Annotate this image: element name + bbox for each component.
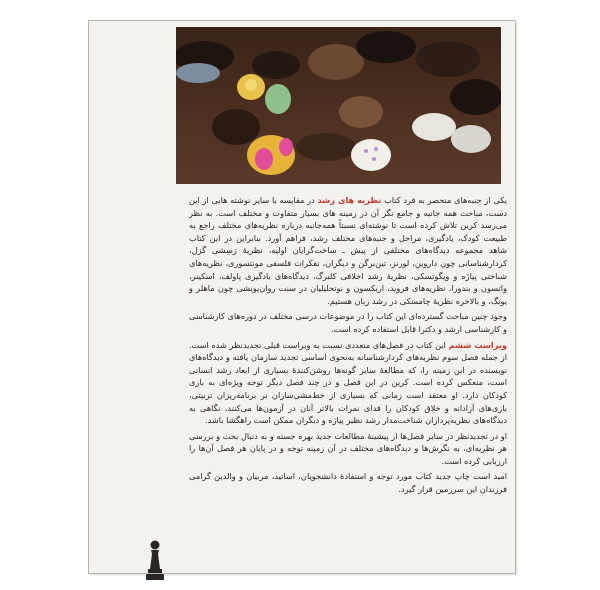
paragraph-3-rest: این کتاب در فصل‌های متعددی نسبت به ویراست قبلی تجدیدنظر شده است. از جمله فصل سوم نظریه‌های کردارشناسانه به‌نحوی اساسی تجدید سازمان یافته و دیدگاه‌های نویسنده در این زمینه را، که مطالعهٔ سایر گونه‌ها روشن‌کنندهٔ بسیاری از ابعاد رشد انسانی است، منعکس کرده است. کرین در این فصل و در چند فصل دیگر توجه ویژه‌ای به بازی کودکان دارد. او معتقد است زمانی که بسیاری از خط‌مشی‌سازان بر برنامه‌ریزان تربیتی، بازی‌های آزادانه و خلاق کودکان را فدای نمرات بالاتر آنان در آزمون‌ها می‌کنند، نگاهی به دیدگاه‌های نظریه‌پردازان شناخت‌مدار رشد نظیر پیاژه و دیگران ممکن است راهگشا باشد. <box>189 339 507 426</box>
paragraph-2 <box>189 310 507 335</box>
book-title-highlight: نظریه های رشد <box>317 195 382 205</box>
back-cover <box>88 20 516 574</box>
paragraph-1-rest: در مقایسه با سایر نوشته هایی از این دست، مباحث همه جانبه و جامع نگر آن در زمینه های بسیار متفاوت و مختلف است. به نظر می‌رسد کرین تلاش کرده است تا نوشته‌ای نسبتاً همه‌جانبه درباره نظریه‌های مختلف راجع به طبیعت کودک، یادگیری، مراحل و جنبه‌های مختلف رشد، فراهم آورد. بنابراین در این کتاب شاهد مجموعه دیدگاه‌های مختلفی از پیش ـ ساخت‌گرایان اولیه، نظریهٔ رَسِشی گزل، کردارشناسانی چون داروین، لورنز، تین‌برگن و دیگران، تفکرات فلسفی مونتسوری، نظریه‌های شناختی پیاژه و ویگوتسکی، نظریهٔ رشد اخلاقی کلبرگ، دیدگاه‌های یادگیری پاولف، اسکینر، واتسون و بندورا، نظریه‌های فروید، اریکسون و نوتحلیلیان در سنت روان‌پویشی چون ماهلر و یونگ، و بالاخره نظریهٔ چامسکی در رشد زبان هستیم. <box>189 195 507 306</box>
shoes-illustration <box>176 27 501 184</box>
paragraph-5-text: امید است چاپ جدید کتاب مورد توجه و استفادهٔ دانشجویان، اساتید، مربیان و والدین گرامی فرزندان این سرزمین قرار گیرد. <box>189 471 507 495</box>
paragraph-3 <box>189 339 507 427</box>
edition-highlight: ویراست ششم <box>448 339 507 350</box>
baby-shoes-photo <box>176 27 501 184</box>
paragraph-4-text: او در تجدیدنظر در سایر فصل‌ها از پیشینهٔ مطالعات جدید بهره جسته و به دنبال بحث و بررسی هر نظریه‌ای، به نگرش‌ها و دیدگاه‌های مختلف در آن زمینه توجه و در پایان هر فصل آن‌ها را ارزیابی کرده است. <box>189 430 507 466</box>
chess-piece-logo <box>143 539 167 583</box>
paragraph-2-text: وجود چنین مباحث گسترده‌ای این کتاب را در موضوعات درسی مختلف در دوره‌های کارشناسی و کارشناسی ارشد و دکترا قابل استفاده کرده است. <box>189 311 507 334</box>
paragraph-4 <box>189 430 507 468</box>
blurb-text <box>189 194 507 499</box>
paragraph-1-start: یکی از جنبه‌های منحصر به فرد کتاب <box>381 195 507 205</box>
paragraph-1 <box>189 194 507 307</box>
chess-piece-icon <box>143 539 167 583</box>
paragraph-5 <box>189 470 507 495</box>
